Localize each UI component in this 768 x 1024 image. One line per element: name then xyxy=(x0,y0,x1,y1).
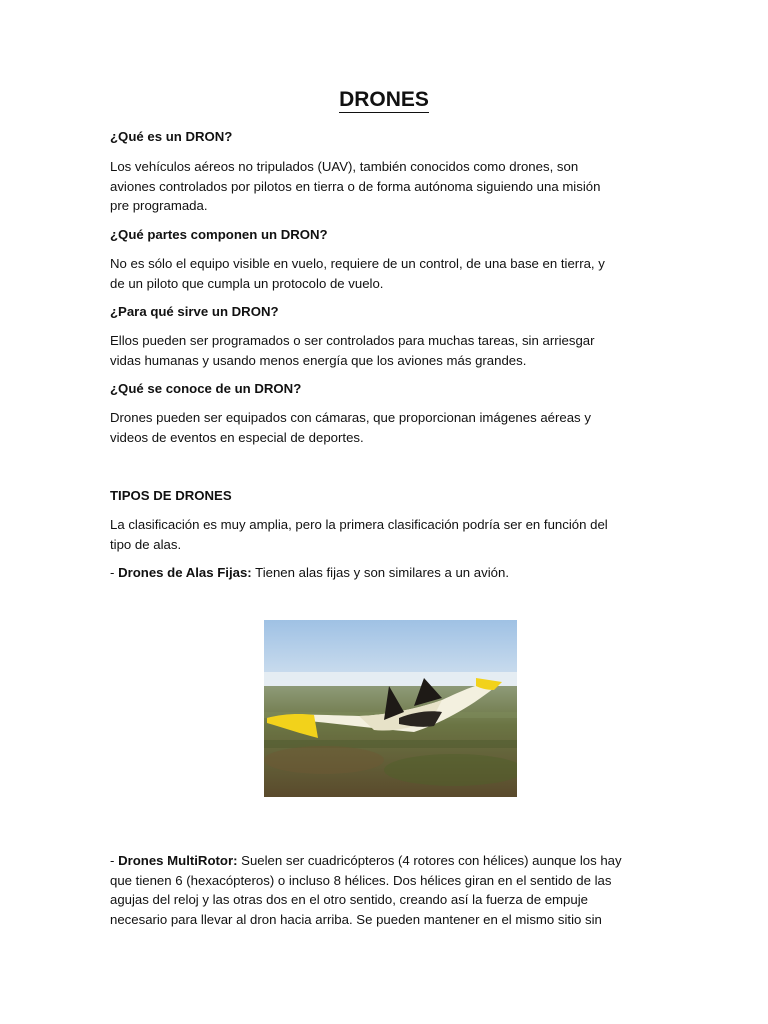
answer-drone-parts: No es sólo el equipo visible en vuelo, requiere de un control, de una base en tierra, y de un piloto que cumpla un protocolo de vuelo. xyxy=(110,256,605,291)
fixed-wing-drone-icon xyxy=(264,620,517,797)
fixed-wing-drone-photo xyxy=(264,620,517,797)
fixed-wing-item: - Drones de Alas Fijas: Tienen alas fijas y son similares a un avión. xyxy=(110,565,509,580)
multirotor-item: - Drones MultiRotor: Suelen ser cuadricópteros (4 rotores con hélices) aunque los hay que tienen 6 (hexacópteros) o incluso 8 hélices. Dos hélices giran en el sentido de las agujas del reloj y las otras dos en el otro sentido, creando así la fuerza de empuje necesario para llevar al dron hacia arriba. Se pueden mantener en el mismo sitio sin xyxy=(110,853,622,927)
types-intro: La clasificación es muy amplia, pero la primera clasificación podría ser en función del tipo de alas. xyxy=(110,517,608,552)
question-drone-parts: ¿Qué partes componen un DRON? xyxy=(110,227,328,242)
question-drone-purpose: ¿Para qué sirve un DRON? xyxy=(110,304,279,319)
question-what-is-drone: ¿Qué es un DRON? xyxy=(110,129,233,144)
document-title: DRONES xyxy=(339,88,429,111)
answer-drone-purpose: Ellos pueden ser programados o ser controlados para muchas tareas, sin arriesgar vidas humanas y usando menos energía que los aviones más grandes. xyxy=(110,333,595,368)
question-drone-known: ¿Qué se conoce de un DRON? xyxy=(110,381,302,396)
types-heading: TIPOS DE DRONES xyxy=(110,488,232,503)
answer-drone-known: Drones pueden ser equipados con cámaras, que proporcionan imágenes aéreas y videos de eventos en especial de deportes. xyxy=(110,410,591,445)
answer-what-is-drone: Los vehículos aéreos no tripulados (UAV), también conocidos como drones, son aviones controlados por pilotos en tierra o de forma autónoma siguiendo una misión pre programada. xyxy=(110,159,601,213)
